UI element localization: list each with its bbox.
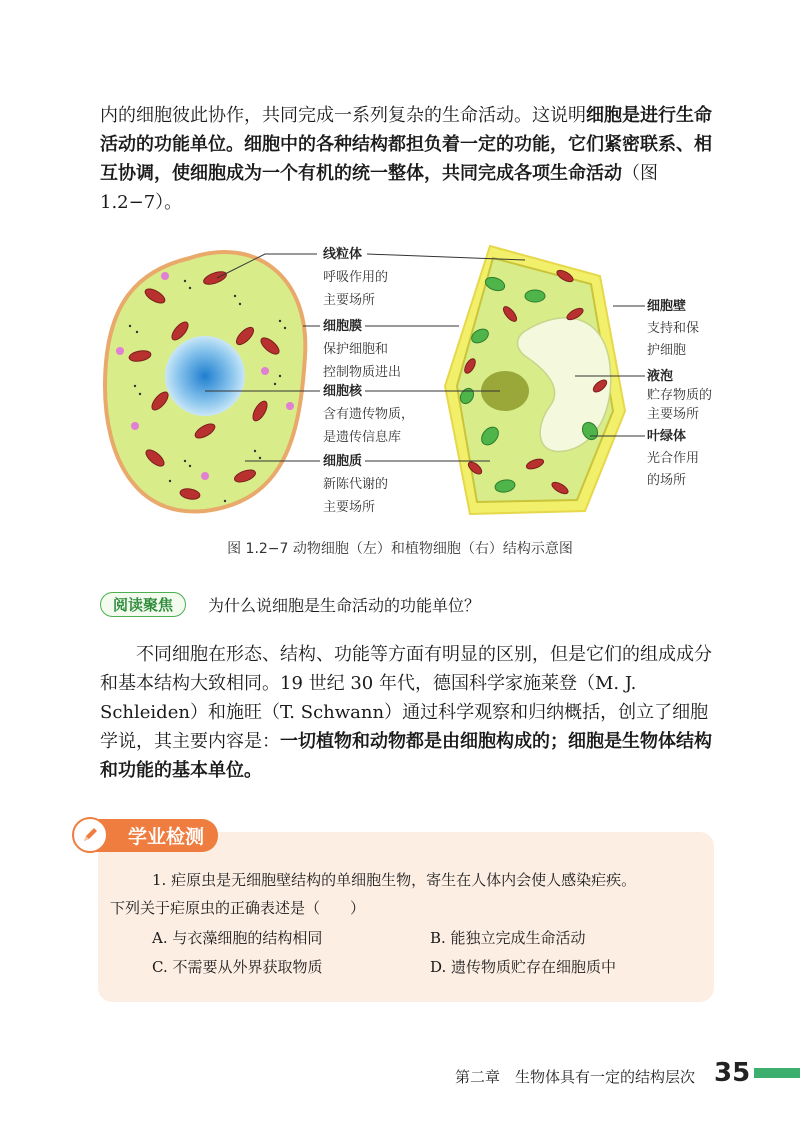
svg-text:细胞核: 细胞核 bbox=[323, 384, 363, 399]
reading-focus-tag: 阅读聚焦 bbox=[100, 592, 186, 617]
animal-cell bbox=[105, 252, 305, 512]
svg-text:是遗传信息库: 是遗传信息库 bbox=[323, 430, 402, 445]
intro-text-2: （图 1.2−7）。 bbox=[100, 163, 658, 213]
question-stem-line2: 下列关于疟原虫的正确表述是（ ） bbox=[110, 899, 366, 917]
academic-check-header bbox=[72, 818, 218, 852]
svg-text:主要场所: 主要场所 bbox=[323, 293, 376, 308]
academic-check-title: 学业检测 bbox=[94, 819, 218, 852]
intro-text-1: 内的细胞彼此协作，共同完成一系列复杂的生命活动。这说明 bbox=[100, 105, 586, 126]
svg-text:保护细胞和: 保护细胞和 bbox=[323, 342, 389, 357]
option-a[interactable]: A. 与衣藻细胞的结构相同 bbox=[152, 929, 323, 947]
svg-text:控制物质进出: 控制物质进出 bbox=[323, 365, 402, 380]
chapter-footer: 第二章 生物体具有一定的结构层次 bbox=[455, 1068, 696, 1086]
pencil-icon bbox=[72, 817, 108, 853]
label-cell-membrane bbox=[323, 318, 401, 380]
reading-focus-question: 为什么说细胞是生命活动的功能单位？ bbox=[208, 595, 481, 615]
page-accent-bar bbox=[754, 1068, 800, 1078]
label-nucleus bbox=[323, 383, 414, 445]
label-cytoplasm bbox=[323, 453, 388, 515]
svg-text:细胞质: 细胞质 bbox=[323, 454, 363, 469]
svg-text:细胞膜: 细胞膜 bbox=[323, 319, 363, 334]
question-stem-line1: 1. 疟原虫是无细胞壁结构的单细胞生物，寄生在人体内会使人感染疟疾。 bbox=[152, 871, 637, 889]
reading-focus bbox=[100, 590, 480, 618]
label-chloroplast bbox=[647, 428, 699, 488]
svg-text:线粒体: 线粒体 bbox=[323, 247, 363, 262]
svg-text:呼吸作用的: 呼吸作用的 bbox=[323, 270, 389, 285]
intro-paragraph bbox=[100, 101, 720, 217]
svg-text:液泡: 液泡 bbox=[647, 369, 674, 384]
svg-text:护细胞: 护细胞 bbox=[647, 343, 687, 358]
plant-cell bbox=[445, 246, 625, 514]
svg-text:主要场所: 主要场所 bbox=[323, 500, 376, 515]
cell-theory-paragraph bbox=[100, 640, 720, 785]
cell-theory-text: 不同细胞在形态、结构、功能等方面有明显的区别，但是它们的组成成分和基本结构大致相同。19 世纪 30 年代，德国科学家施莱登（M. J. Schleiden）和施旺（T. Schwann）通过科学观察和归纳概括，创立了细胞学说，其主要内容是： bbox=[100, 644, 712, 752]
page-number: 35 bbox=[714, 1058, 751, 1088]
svg-text:主要场所: 主要场所 bbox=[647, 407, 700, 422]
svg-text:光合作用: 光合作用 bbox=[647, 451, 700, 466]
animal-nucleus bbox=[165, 336, 245, 416]
svg-text:的场所: 的场所 bbox=[647, 473, 687, 488]
cell-theory-bold-text: 一切植物和动物都是由细胞构成的；细胞是生物体结构和功能的基本单位。 bbox=[100, 731, 712, 781]
svg-text:新陈代谢的: 新陈代谢的 bbox=[323, 477, 389, 492]
svg-text:细胞壁: 细胞壁 bbox=[647, 299, 687, 314]
svg-text:支持和保: 支持和保 bbox=[647, 321, 700, 336]
option-b[interactable]: B. 能独立完成生命活动 bbox=[430, 929, 586, 947]
svg-text:贮存物质的: 贮存物质的 bbox=[647, 388, 713, 403]
figure-caption: 图 1.2−7 动物细胞（左）和植物细胞（右）结构示意图 bbox=[227, 541, 573, 557]
svg-text:含有遗传物质，: 含有遗传物质， bbox=[323, 407, 415, 422]
option-c[interactable]: C. 不需要从外界获取物质 bbox=[152, 958, 323, 976]
intro-bold-text: 细胞是进行生命活动的功能单位。细胞中的各种结构都担负着一定的功能，它们紧密联系、相互协调，使细胞成为一个有机的统一整体，共同完成各项生命活动 bbox=[100, 105, 712, 184]
cell-diagram bbox=[95, 236, 725, 536]
label-mitochondria bbox=[323, 246, 388, 308]
option-d[interactable]: D. 遗传物质贮存在细胞质中 bbox=[430, 958, 617, 976]
svg-text:叶绿体: 叶绿体 bbox=[647, 429, 687, 444]
label-cell-wall bbox=[647, 298, 699, 358]
label-vacuole bbox=[647, 368, 712, 422]
